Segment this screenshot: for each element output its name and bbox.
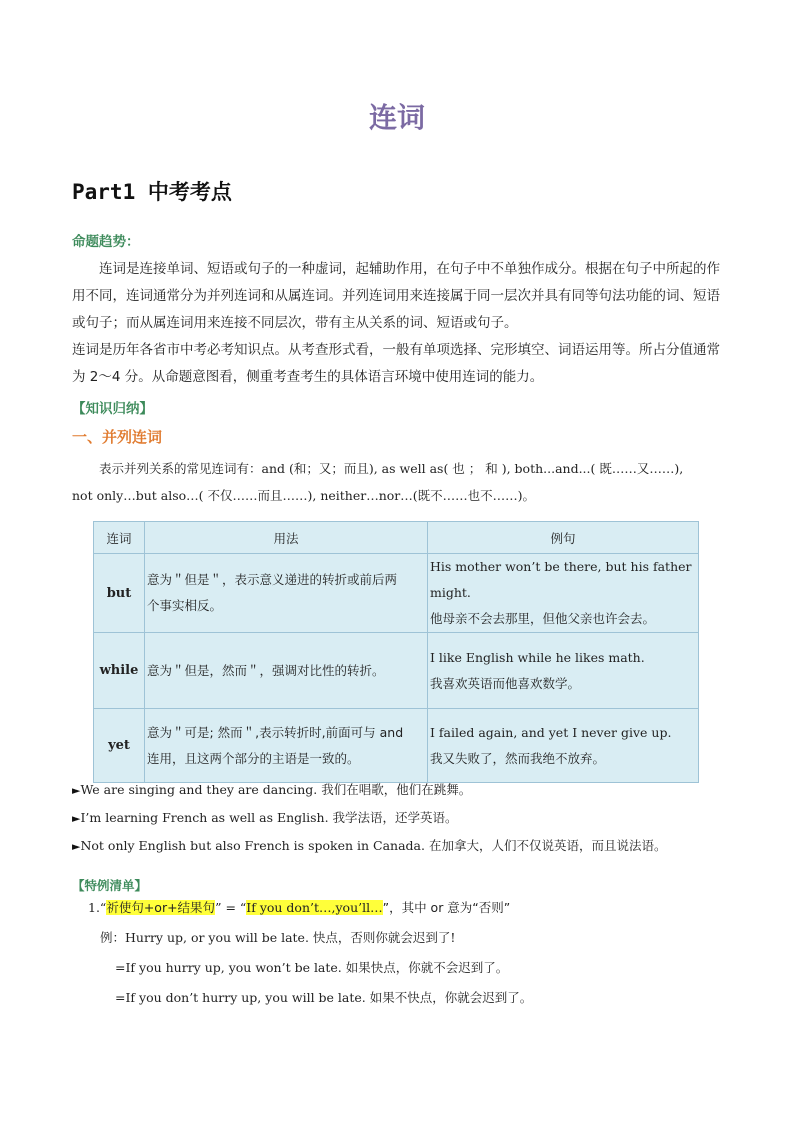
- example-text: Hurry up, or you will be late. 快点，否则你就会迟到了!: [125, 930, 456, 945]
- example-sentence: I’m learning French as well as English. 我学法语，还学英语。: [80, 810, 458, 825]
- example-sentence: Not only English but also French is spoken in Canada. 在加拿大，人们不仅说英语，而且说法语。: [80, 838, 667, 853]
- description-line-1: 表示并列关系的常见连词有：and (和；又；而且), as well as( 也 ； 和 ), both...and...( 既……又……),: [99, 461, 684, 476]
- example-chinese: 我又失败了，然而我绝不放弃。: [430, 750, 606, 766]
- example-line: =If you don’t hurry up, you will be late. 如果不快点，你就会迟到了。: [115, 990, 533, 1005]
- table-row: [94, 633, 699, 709]
- item-separator: ” = “: [215, 900, 247, 915]
- example-sentence: We are singing and they are dancing. 我们在唱歌，他们在跳舞。: [80, 782, 472, 797]
- example-english: I like English while he likes math.: [430, 649, 645, 665]
- example-english: I failed again, and yet I never give up.: [430, 724, 672, 740]
- bullet-arrow-icon: ►: [72, 812, 81, 825]
- list-item: [72, 832, 752, 860]
- bullet-arrow-icon: ►: [72, 784, 81, 797]
- example-chinese: 我喜欢英语而他喜欢数学。: [430, 675, 581, 691]
- conjunction-word: yet: [94, 709, 145, 783]
- trend-label: 命题趋势：: [72, 234, 140, 250]
- section-heading: 一、并列连词: [72, 428, 163, 446]
- description-line-2: not only…but also…( 不仅……而且……), neither…nor…(既不……也不……)。: [72, 488, 536, 503]
- special-list: [88, 893, 748, 1013]
- knowledge-label: 【知识归纳】: [72, 401, 153, 417]
- conjunction-word: but: [94, 554, 145, 633]
- example-cell: [428, 709, 699, 783]
- special-item-1: [88, 893, 748, 923]
- example-label: 例：: [100, 930, 126, 945]
- table-header: 用法: [145, 522, 428, 554]
- example-line: =If you hurry up, you won’t be late. 如果快点，你就不会迟到了。: [115, 960, 509, 975]
- bullet-arrow-icon: ►: [72, 840, 81, 853]
- table-header-row: [94, 522, 699, 554]
- item-prefix: 1.“: [88, 900, 107, 915]
- special-list-label: 【特例清单】: [72, 878, 148, 893]
- usage-cell: [145, 554, 428, 633]
- conjunction-table: [93, 521, 699, 783]
- list-item: [72, 776, 752, 804]
- part-heading: Part1 中考考点: [72, 180, 232, 204]
- conjunction-word: while: [94, 633, 145, 709]
- usage-cell: [145, 633, 428, 709]
- item-suffix: ”，其中 or 意为“否则”: [382, 900, 511, 915]
- trend-paragraph-2: 连词是历年各省市中考必考知识点。从考查形式看，一般有单项选择、完形填空、词语运用等。所占分值通常为 2～4 分。从命题意图看，侧重考查考生的具体语言环境中使用连词的能力。: [72, 342, 720, 385]
- example-sentences: [72, 776, 752, 860]
- usage-line: 意为＂但是＂，表示意义递进的转折或前后两: [147, 572, 398, 587]
- table-row: [94, 554, 699, 633]
- usage-line: 连用，且这两个部分的主语是一致的。: [147, 750, 360, 766]
- example-line: [88, 923, 748, 953]
- page-title: 连词: [368, 101, 425, 134]
- usage-cell: [145, 709, 428, 783]
- table-row: [94, 709, 699, 783]
- highlighted-pattern: If you don’t…,you’ll…: [246, 900, 383, 915]
- list-item: [72, 804, 752, 832]
- usage-line: 意为＂可是; 然而＂,表示转折时,前面可与 and: [147, 724, 404, 740]
- trend-paragraph-1: 连词是连接单词、短语或句子的一种虚词，起辅助作用，在句子中不单独作成分。根据在句子中所起的作用不同，连词通常分为并列连词和从属连词。并列连词用来连接属于同一层次并具有同等句法功能的词、短语或句子；而从属连词用来连接不同层次，带有主从关系的词、短语或句子。: [72, 261, 720, 331]
- example-chinese: 他母亲不会去那里，但他父亲也许会去。: [430, 611, 656, 626]
- example-cell: [428, 554, 699, 633]
- table-header: 例句: [428, 522, 699, 554]
- table-header: 连词: [94, 522, 145, 554]
- example-english: His mother won’t be there, but his father might.: [430, 559, 692, 600]
- example-cell: [428, 633, 699, 709]
- usage-line: 意为＂但是，然而＂，强调对比性的转折。: [147, 662, 385, 678]
- section-description: [72, 455, 732, 509]
- usage-line: 个事实相反。: [147, 598, 223, 613]
- trend-section: [72, 256, 724, 391]
- highlighted-pattern: 祈使句+or+结果句: [106, 900, 216, 915]
